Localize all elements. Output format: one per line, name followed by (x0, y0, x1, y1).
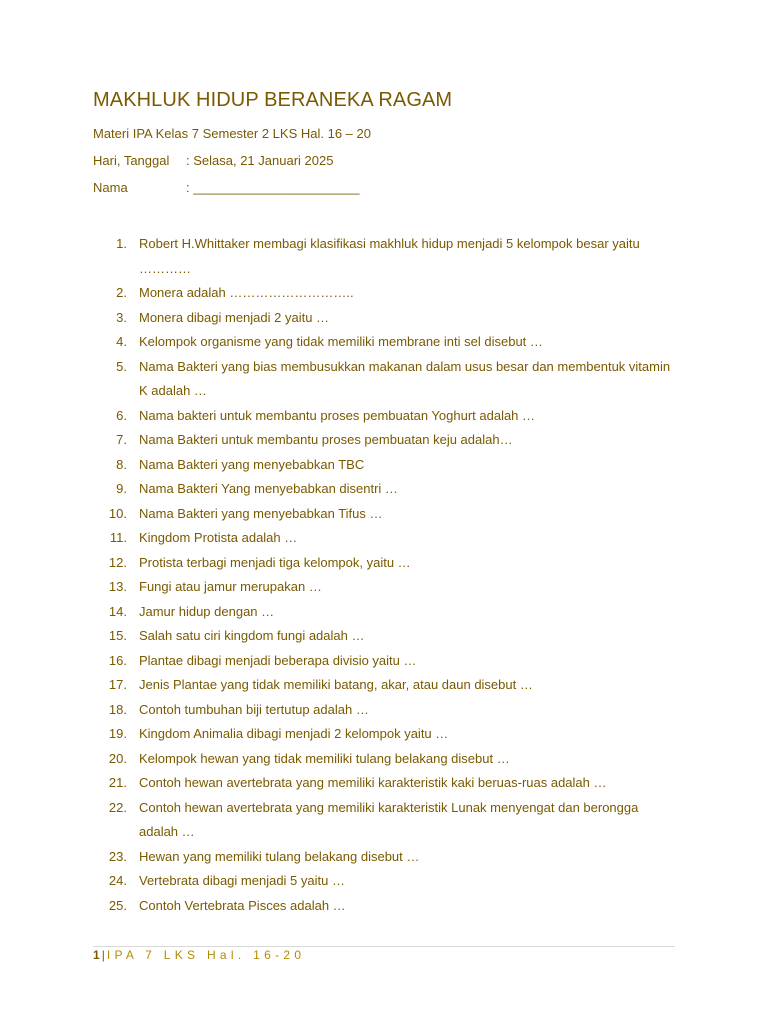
footer-separator: | (101, 948, 105, 962)
question-text: Contoh Vertebrata Pisces adalah … (139, 897, 346, 913)
question-number: 1. (116, 236, 127, 251)
question-item (0, 649, 768, 674)
question-text: Protista terbagi menjadi tiga kelompok, yaitu … (139, 554, 411, 570)
question-text: Nama Bakteri yang bias membusukkan makanan dalam usus besar dan membentuk vitamin K adalah … (139, 358, 671, 398)
question-number: 21. (108, 775, 127, 790)
name-label: Nama (93, 180, 128, 195)
question-number: 5. (116, 358, 127, 374)
question-number: 17. (108, 677, 127, 692)
question-item (0, 771, 768, 796)
question-item (0, 747, 768, 772)
question-item (0, 575, 768, 600)
name-row (93, 180, 360, 195)
question-text: Salah satu ciri kingdom fungi adalah … (139, 628, 365, 643)
question-text: Nama bakteri untuk membantu proses pembuatan Yoghurt adalah … (139, 407, 536, 423)
question-number: 24. (108, 873, 127, 888)
question-list (0, 232, 768, 918)
question-text: Contoh hewan avertebrata yang memiliki karakteristik kaki beruas-ruas adalah … (139, 775, 607, 790)
question-item (0, 722, 768, 747)
question-number: 10. (108, 505, 127, 521)
question-number: 15. (108, 628, 127, 643)
question-number: 3. (116, 309, 127, 325)
footer-divider (93, 946, 675, 947)
question-number: 12. (108, 554, 127, 570)
question-item (0, 894, 768, 919)
question-text: Contoh hewan avertebrata yang memiliki karakteristik Lunak menyengat dan berongga adalah … (139, 799, 639, 839)
question-number: 9. (116, 481, 127, 496)
question-item (0, 600, 768, 625)
question-text: Kelompok hewan yang tidak memiliki tulang belakang disebut … (139, 750, 510, 766)
question-item (0, 281, 768, 306)
question-text: Contoh tumbuhan biji tertutup adalah … (139, 701, 369, 717)
page-number: 1 (93, 948, 100, 962)
question-number: 18. (108, 701, 127, 717)
footer-text: IPA 7 LKS Hal. 16-20 (106, 948, 306, 962)
question-text: Kingdom Protista adalah … (139, 530, 298, 545)
question-item (0, 453, 768, 478)
question-text: Nama Bakteri yang menyebabkan Tifus … (139, 505, 383, 521)
page-footer (93, 948, 305, 962)
question-text: Nama Bakteri untuk membantu proses pembuatan keju adalah… (139, 432, 513, 447)
document-subtitle: Materi IPA Kelas 7 Semester 2 LKS Hal. 16 – 20 (93, 126, 371, 141)
question-number: 7. (116, 432, 127, 447)
question-text: Robert H.Whittaker membagi klasifikasi makhluk hidup menjadi 5 kelompok besar yaitu ………… (139, 236, 640, 276)
question-item (0, 845, 768, 870)
question-item (0, 698, 768, 723)
question-text: Jamur hidup dengan … (139, 603, 275, 619)
question-item (0, 404, 768, 429)
question-number: 14. (108, 603, 127, 619)
question-text: Jenis Plantae yang tidak memiliki batang, akar, atau daun disebut … (139, 677, 533, 692)
question-item (0, 355, 768, 404)
question-number: 4. (116, 334, 127, 349)
date-value: : Selasa, 21 Januari 2025 (186, 153, 334, 168)
question-number: 25. (108, 897, 127, 913)
question-text: Monera dibagi menjadi 2 yaitu … (139, 309, 330, 325)
question-item (0, 796, 768, 845)
question-text: Vertebrata dibagi menjadi 5 yaitu … (139, 873, 345, 888)
question-item (0, 526, 768, 551)
question-text: Kingdom Animalia dibagi menjadi 2 kelompok yaitu … (139, 726, 449, 741)
question-item (0, 502, 768, 527)
question-item (0, 306, 768, 331)
question-item (0, 232, 768, 281)
name-field[interactable]: : _______________________ (186, 180, 360, 195)
question-item (0, 428, 768, 453)
question-number: 8. (116, 456, 127, 472)
question-text: Plantae dibagi menjadi beberapa divisio yaitu … (139, 652, 417, 668)
question-text: Nama Bakteri yang menyebabkan TBC (139, 456, 365, 472)
question-item (0, 330, 768, 355)
document-title: MAKHLUK HIDUP BERANEKA RAGAM (93, 89, 453, 111)
question-number: 16. (108, 652, 127, 668)
question-item (0, 869, 768, 894)
question-number: 6. (116, 407, 127, 423)
question-number: 13. (108, 579, 127, 594)
question-number: 11. (109, 530, 127, 545)
question-number: 20. (108, 750, 127, 766)
date-row (93, 153, 333, 168)
question-text: Fungi atau jamur merupakan … (139, 579, 322, 594)
question-number: 2. (116, 285, 127, 300)
question-text: Hewan yang memiliki tulang belakang disebut … (139, 848, 420, 864)
question-item (0, 551, 768, 576)
question-item (0, 624, 768, 649)
question-item (0, 477, 768, 502)
question-text: Nama Bakteri Yang menyebabkan disentri … (139, 481, 398, 496)
question-number: 19. (108, 726, 127, 741)
question-number: 22. (108, 799, 127, 815)
question-item (0, 673, 768, 698)
question-text: Monera adalah ……………………….. (139, 285, 354, 300)
question-number: 23. (108, 848, 127, 864)
question-text: Kelompok organisme yang tidak memiliki membrane inti sel disebut … (139, 334, 543, 349)
date-label: Hari, Tanggal (93, 153, 170, 168)
